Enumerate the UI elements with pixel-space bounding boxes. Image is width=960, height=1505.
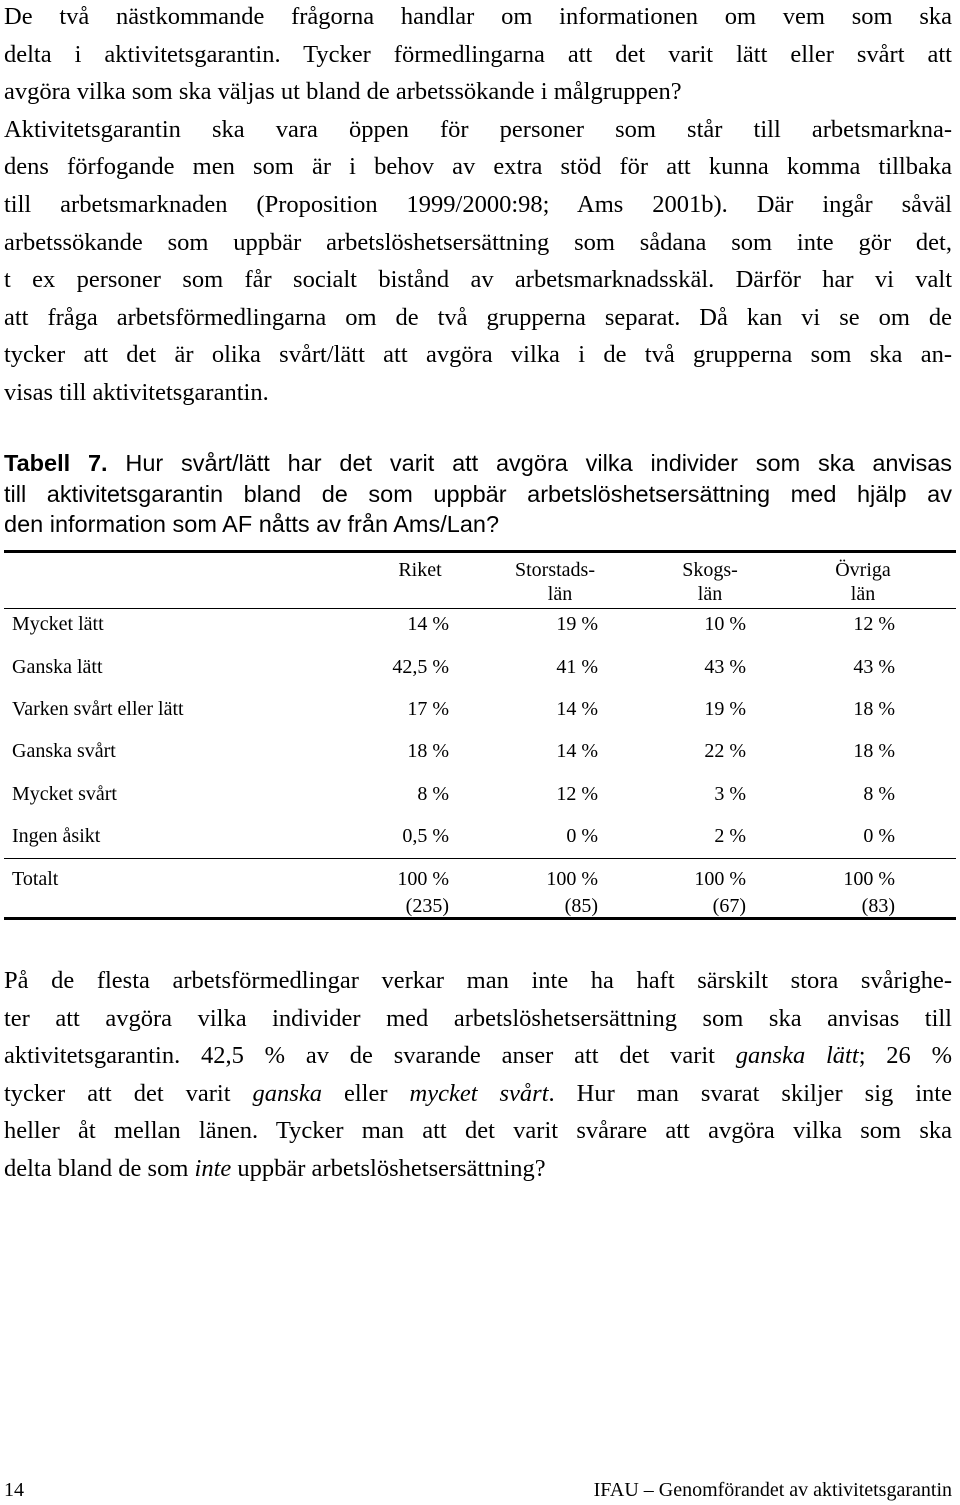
table-cell: 17 %: [407, 698, 449, 720]
text-line: att fråga arbetsförmedlingarna om de två grupperna separat. Då kan vi se om de: [4, 303, 952, 331]
text-line: visas till aktivitetsgarantin.: [4, 378, 269, 406]
table-cell: 0,5 %: [402, 825, 449, 847]
column-header: Skogs-: [682, 559, 738, 581]
row-label: Mycket lätt: [12, 613, 104, 635]
table-cell: 41 %: [556, 656, 598, 678]
total-cell: 100 %: [546, 868, 598, 890]
text-line: [4, 1037, 952, 1075]
count-cell: (83): [861, 895, 895, 917]
row-label: Ingen åsikt: [12, 825, 101, 847]
caption-line: den information som AF nåtts av från Ams/Lan?: [4, 511, 500, 537]
running-title: IFAU – Genomförandet av aktivitetsgarantin: [593, 1479, 952, 1501]
row-label: Ganska lätt: [12, 656, 103, 678]
emphasis: mycket svårt: [409, 1079, 549, 1107]
column-header: Storstads-: [515, 559, 595, 581]
count-cell: (85): [564, 895, 598, 917]
table-cell: 43 %: [704, 656, 746, 678]
text-line: tycker att det är olika svårt/lätt att avgöra vilka i de två grupperna som ska an-: [4, 341, 952, 369]
table-cell: 2 %: [714, 825, 746, 847]
text-line: till arbetsmarknaden (Proposition 1999/2000:98; Ams 2001b). Där ingår såväl: [4, 190, 952, 218]
column-header: Övriga: [835, 559, 891, 581]
text-run: tycker att det varit: [4, 1079, 253, 1107]
table-cell: 18 %: [853, 740, 895, 762]
text-line: t ex personer som får socialt bistånd av arbetsmarknadsskäl. Därför har vi valt: [4, 266, 952, 294]
caption-line: till aktivitetsgarantin bland de som uppbär arbetslöshetsersättning med hjälp av: [4, 480, 952, 507]
text-line: delta i aktivitetsgarantin. Tycker förmedlingarna att det varit lätt eller svårt att: [4, 40, 952, 68]
column-header: Riket: [398, 559, 442, 581]
count-cell: (235): [405, 895, 449, 917]
count-cell: (67): [712, 895, 746, 917]
emphasis: ganska: [252, 1079, 322, 1107]
total-cell: 100 %: [694, 868, 746, 890]
table-cell: 18 %: [407, 740, 449, 762]
table-cell: 14 %: [556, 698, 598, 720]
text-line: På de flesta arbetsförmedlingar verkar man inte ha haft särskilt stora svårighe-: [4, 967, 952, 994]
table-cell: 0 %: [863, 825, 895, 847]
text-line: dens förfogande men som är i behov av extra stöd för att kunna komma tillbaka: [4, 153, 952, 181]
text-line: heller åt mellan länen. Tycker man att det varit svårare att avgöra vilka som ska: [4, 1117, 952, 1145]
text-run: eller: [321, 1079, 410, 1107]
table-cell: 0 %: [566, 825, 598, 847]
table-cell: 22 %: [704, 740, 746, 762]
table-cell: 19 %: [556, 613, 598, 635]
total-label: Totalt: [12, 868, 59, 890]
text-run: . Hur man svarat skiljer sig inte: [548, 1079, 952, 1107]
table-cell: 18 %: [853, 698, 895, 720]
row-label: Ganska svårt: [12, 740, 116, 762]
table-cell: 42,5 %: [392, 656, 449, 678]
total-cell: 100 %: [843, 868, 895, 890]
text-line: Aktivitetsgarantin ska vara öppen för personer som står till arbetsmarkna-: [4, 115, 952, 143]
table-cell: 8 %: [863, 783, 895, 805]
column-header-line2: län: [850, 583, 876, 605]
text-line: [4, 1150, 952, 1188]
table-cell: 43 %: [853, 656, 895, 678]
total-cell: 100 %: [397, 868, 449, 890]
table-cell: 3 %: [714, 783, 746, 805]
table-cell: 14 %: [556, 740, 598, 762]
table-cell: 12 %: [853, 613, 895, 635]
emphasis: inte: [194, 1154, 232, 1182]
page-number: 14: [4, 1479, 24, 1501]
table-label: Tabell 7.: [4, 450, 108, 476]
table-cell: 14 %: [407, 613, 449, 635]
text-line: ter att avgöra vilka individer med arbetslöshetsersättning som ska anvisas till: [4, 1004, 952, 1032]
table-cell: 12 %: [556, 783, 598, 805]
column-header-line2: län: [697, 583, 723, 605]
table-cell: 8 %: [417, 783, 449, 805]
text-line: arbetssökande som uppbär arbetslöshetsersättning som sådana som inte gör det,: [4, 228, 952, 256]
emphasis: ganska lätt: [735, 1042, 859, 1070]
text-run: aktivitetsgarantin. 42,5 % av de svarande anser att det varit: [4, 1042, 736, 1070]
closing-paragraph: [4, 962, 952, 1188]
row-label: Varken svårt eller lätt: [12, 698, 184, 720]
table-cell: 10 %: [704, 613, 746, 635]
text-line: avgöra vilka som ska väljas ut bland de arbetssökande i målgruppen?: [4, 78, 682, 106]
caption-text: Hur svårt/lätt har det varit att avgöra vilka individer som ska anvisas: [125, 450, 953, 476]
text-run: delta bland de som: [4, 1154, 195, 1182]
text-run: ; 26 %: [858, 1042, 952, 1070]
text-run: uppbär arbetslöshetsersättning?: [231, 1154, 546, 1182]
row-label: Mycket svårt: [12, 783, 117, 805]
text-line: De två nästkommande frågorna handlar om informationen om vem som ska: [4, 3, 952, 30]
text-line: [4, 1075, 952, 1113]
column-header-line2: län: [547, 583, 573, 605]
table-cell: 19 %: [704, 698, 746, 720]
